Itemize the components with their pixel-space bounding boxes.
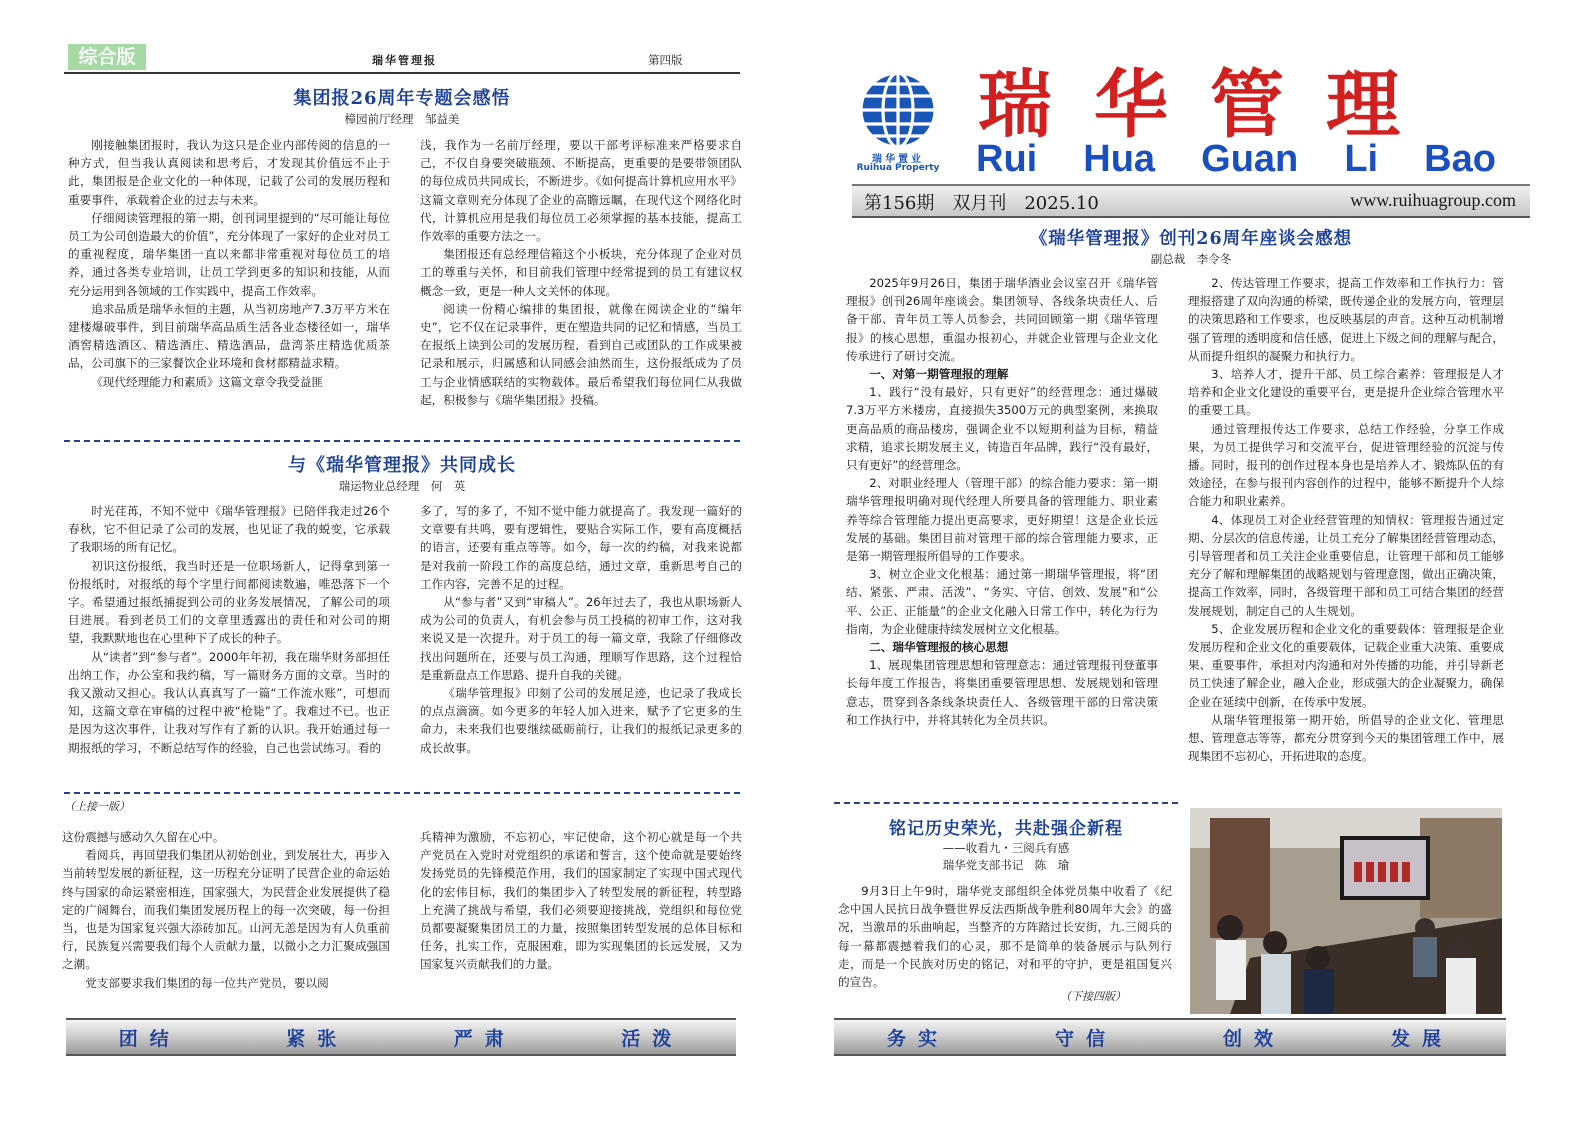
section-divider bbox=[64, 792, 740, 794]
paragraph: 时光荏苒，不知不觉中《瑞华管理报》已陪伴我走过26个春秋，它不但记录了公司的发展，也见证了我的蜕变，它承载了我职场的所有记忆。 bbox=[68, 504, 390, 555]
issue-info: 第156期 双月刊 2025.10 bbox=[864, 193, 1099, 214]
pinyin-word: Bao bbox=[1424, 138, 1496, 180]
issue-bar bbox=[852, 184, 1530, 218]
slogan-word: 活泼 bbox=[621, 1027, 684, 1050]
paragraph: 党支部要求我们集团的每一位共产党员，要以阅 bbox=[85, 975, 329, 990]
slogan-word: 创效 bbox=[1222, 1027, 1285, 1050]
slogan-word: 严肃 bbox=[453, 1027, 516, 1050]
slogan-word: 发展 bbox=[1390, 1027, 1453, 1050]
article-byline: 瑞运物业总经理 何 英 bbox=[338, 479, 466, 493]
paragraph: 追求品质是瑞华永恒的主题，从当初房地产7.3万平方米在建楼爆破事件，到目前瑞华高品质生活各业态楼径如一，瑞华酒窖精选酒区、精选酒庄、精选酒品，盘湾茶庄精选优质茶品，公司旗下的三家餐饮企业环境和食材都精益求精。 bbox=[68, 301, 390, 371]
paragraph: 仔细阅读管理报的第一期，创刊词里提到的“尽可能让每位员工为公司创造最大的价值”，充分体现了一家好的企业对员工的重视程度，瑞华集团一直以来都非常重视对每位员工的培养，通过各类专业培训，让员工学到更多的知识和技能，从而充分运用到各领域的工作实践中，提高工作效率。 bbox=[68, 210, 390, 298]
masthead-pinyin-row bbox=[976, 138, 1496, 184]
article-column bbox=[846, 274, 1158, 786]
section-divider bbox=[64, 440, 740, 442]
pinyin-word: Guan bbox=[1201, 138, 1299, 180]
footer-slogan-bar bbox=[834, 1018, 1506, 1056]
pinyin-word: Li bbox=[1344, 138, 1379, 180]
article-title: 铭记历史荣光，共赴强企新程 bbox=[889, 819, 1123, 839]
website-link[interactable]: www.ruihuagroup.com bbox=[1350, 190, 1516, 210]
footer-slogan-bar bbox=[66, 1018, 736, 1056]
paragraph: 4、体现员工对企业经营管理的知情权：管理报告通过定期、分层次的信息传递，让员工充分了解集团经营管理动态，引导管理者和员工关注企业重要信息，让管理干部和员工能够充分了解和理解集团的战略规划与管理意图，做出正确决策，提高工作效率，同时，各级管理干部和员工可结合集团的经营发展规划，制定自己的人生规划。 bbox=[1188, 512, 1504, 618]
paragraph: 阅读一份精心编排的集团报，就像在阅读企业的“编年史”，它不仅在记录事件，更在塑造共同的记忆和情感，当员工在报纸上读到公司的发展历程，看到自己或团队的工作成果被记录和展示，归属感和认同感会油然而生，这份报纸成为了员工与企业情感联结的实物载体。最后希望我们每位同仁从我做起，积极参与《瑞华集团报》投稿。 bbox=[420, 301, 742, 407]
paragraph: 从“读者”到“参与者”。2000年年初，我在瑞华财务部担任出纳工作，办公室和我约稿，写一篇财务方面的文章。当时的我又激动又担心。我认认真真写了一篇“工作流水账”，可想而知，这篇文章在审稿的过程中被“枪毙”了。我难过不已。也正是因为这次事件，让我对写作有了新的认识。我开始通过每一期报纸的学习，不断总结写作的经验，自己也尝试练习。看的 bbox=[68, 649, 390, 755]
article-column bbox=[68, 136, 390, 436]
paragraph: 从瑞华管理报第一期开始，所倡导的企业文化、管理思想、管理意志等等，都充分贯穿到今天的集团管理工作中，展现集团不忘初心，开拓进取的态度。 bbox=[1188, 712, 1504, 764]
article-column bbox=[1188, 274, 1504, 798]
paragraph: 3、培养人才，提升干部、员工综合素养：管理报是人才培养和企业文化建设的重要平台，更是提升企业综合管理水平的重要工具。 bbox=[1188, 367, 1504, 418]
slogan-word: 守信 bbox=[1054, 1027, 1117, 1050]
paragraph: 2025年9月26日，集团于瑞华酒业会议室召开《瑞华管理报》创刊26周年座谈会。集团领导、各线条块责任人、后备干部、青年员工等人员参会，共同回顾第一期《瑞华管理报》的核心思想，重温办报初心，并就企业管理与企业文化传承进行了研讨交流。 bbox=[846, 276, 1158, 363]
paragraph: 《瑞华管理报》印刻了公司的发展足迹，也记录了我成长的点点滴滴。如今更多的年轻人加入进来，赋予了它更多的生命力，未来我们也要继续砥砺前行，让我们的报纸记录更多的成长故事。 bbox=[420, 686, 742, 755]
slogan-word: 务实 bbox=[886, 1027, 949, 1050]
meeting-room-illustration bbox=[1190, 808, 1502, 1014]
section-tag: 综合版 bbox=[68, 44, 146, 70]
masthead-small: 瑞华管理报 bbox=[372, 54, 437, 67]
left-page bbox=[0, 0, 790, 1123]
article-byline: 樟园前厅经理 邹益美 bbox=[344, 112, 460, 126]
page-gutter bbox=[790, 0, 830, 1123]
globe-icon bbox=[858, 70, 938, 150]
pinyin-word: Hua bbox=[1083, 138, 1156, 180]
article-column bbox=[62, 828, 390, 1012]
article-column bbox=[420, 828, 742, 1012]
paragraph: 1、展现集团管理思想和管理意志：通过管理报刊登董事长每年度工作报告，将集团重要管理思想、发展规划和管理意志，贯穿到各条线条块责任人、各级管理干部的日常决策和工作执行中，并将其转化为全员共识。 bbox=[846, 658, 1158, 727]
paragraph: 初识这份报纸，我当时还是一位职场新人，记得拿到第一份报纸时，对报纸的每个字里行间都阅读数遍，唯恐落下一个字。希望通过报纸捕捉到公司的业务发展情况，了解公司的项目进展。看到老员工们的文章里透露出的责任和对公司的期望，我默默地也在心里种下了成长的种子。 bbox=[68, 558, 390, 646]
paragraph: 集团报还有总经理信箱这个小板块，充分体现了企业对员工的尊重与关怀，和目前我们管理中经常提到的员工有建议权概念一致，更是一种人文关怀的体现。 bbox=[420, 247, 742, 298]
paragraph: 这份震撼与感动久久留在心中。 bbox=[62, 830, 225, 844]
article-title: 与《瑞华管理报》共同成长 bbox=[288, 455, 516, 476]
paragraph: 刚接触集团报时，我认为这只是企业内部传阅的信息的一种方式，但当我认真阅读和思考后，才发现其价值远不止于此，集团报是企业文化的一种体现，记载了公司的发展历程和重要事件，承载着企业的过去与未来。 bbox=[68, 138, 390, 207]
continued-note: （下接四版） bbox=[1060, 990, 1126, 1003]
slogan-word: 团结 bbox=[118, 1027, 181, 1050]
continued-label: （上接一版） bbox=[64, 800, 130, 813]
paragraph: 9月3日上午9时，瑞华党支部组织全体党员集中收看了《纪念中国人民抗日战争暨世界反法西斯战争胜利80周年大会》的盛况，当激昂的乐曲响起，当整齐的方阵踏过长安街，九.三阅兵的每一幕都震撼着我们的心灵，那不是简单的装备展示与队列行走，而是一个民族对历史的铭记，对和平的守护，更是祖国复兴的宣告。 bbox=[838, 884, 1172, 990]
masthead-title: 瑞华管理 bbox=[978, 62, 1442, 148]
article-subtitle: ——收看九・三阅兵有感 bbox=[942, 841, 1070, 855]
paragraph: 3、树立企业文化根基：通过第一期瑞华管理报，将“团结、紧张、严肃、活泼”、“务实、守信、创效、发展”和“公平、公正、正能量”的企业文化融入日常工作中，转化为行为指南，为企业健康持续发展树立文化根基。 bbox=[846, 567, 1158, 636]
paragraph: 《现代经理能力和素质》这篇文章令我受益匪 bbox=[91, 374, 324, 389]
article-column bbox=[420, 136, 742, 436]
article-column bbox=[420, 502, 742, 784]
article-column bbox=[68, 502, 390, 784]
paragraph: 从“参与者”又到“审稿人”。26年过去了，我也从职场新人成为公司的负责人，有机会参与员工投稿的初审工作，这对我来说又是一次提升。对于员工的每一篇文章，我除了仔细修改找出问题所在，还要与员工沟通，理顺写作思路，这个过程恰是重新盘点工作思路、提升自我的关键。 bbox=[420, 595, 742, 682]
paragraph: 1、践行“没有最好，只有更好”的经营理念：通过爆破7.3万平方米楼房，直接损失3500万元的典型案例，来换取更高品质的商品楼房，强调企业不以短期利益为目标，精益求精，追求长期发展主义，铸造百年品牌，践行“没有最好，只有更好”的经营理念。 bbox=[846, 385, 1158, 473]
paragraph: 5、企业发展历程和企业文化的重要载体：管理报是企业发展历程和企业文化的重要载体，记载企业重大决策、重要成果、重要事件，承担对内沟通和对外传播的功能，并引导新老员工快速了解企业，融入企业，形成强大的企业凝聚力，确保企业在延续中创新，在传承中发展。 bbox=[1188, 621, 1504, 709]
slogan-word: 紧张 bbox=[286, 1027, 349, 1050]
section-heading: 二、瑞华管理报的核心思想 bbox=[869, 640, 1009, 655]
section-heading: 一、对第一期管理报的理解 bbox=[869, 367, 1009, 382]
paragraph: 浅，我作为一名前厅经理，要以干部考评标准来严格要求自己，不仅自身要突破瓶颈、不断提高，更重要的是要带领团队的每位成员共同成长，不断进步。《如何提高计算机应用水平》这篇文章则充分体现了企业的高瞻远瞩，在现代这个网络化时代，计算机应用是我们每位员工必须掌握的基本技能，提高工作效率的重要方法之一。 bbox=[420, 138, 742, 244]
article-byline: 副总裁 李令冬 bbox=[1150, 252, 1232, 266]
logo-en: Ruihua Property bbox=[856, 163, 940, 173]
article-byline: 瑞华党支部书记 陈 瑜 bbox=[942, 858, 1070, 872]
pinyin-word: Rui bbox=[976, 138, 1038, 180]
logo-cn: 瑞华置业 bbox=[872, 154, 924, 165]
page-number: 第四版 bbox=[648, 53, 683, 67]
section-divider bbox=[834, 802, 1178, 804]
header-rule bbox=[64, 72, 740, 74]
company-logo bbox=[856, 70, 940, 173]
paragraph: 兵精神为激励，不忘初心，牢记使命，这个初心就是每一个共产党员在入党时对党组织的承诺和誓言，这个使命就是要始终发扬党员的先锋模范作用，我们的国家制定了实现中国式现代化的宏伟目标，我们的集团步入了转型发展的新征程，转型路上充满了挑战与希望，我们必须要迎接挑战，党组织和每位党员都要凝聚集团员工的力量，按照集团转型发展的总体目标和任务，扎实工作，克服困难，即为实现集团的长远发展，又为国家复兴贡献我们的力量。 bbox=[420, 830, 742, 972]
paragraph: 2、传达管理工作要求，提高工作效率和工作执行力：管理报搭建了双向沟通的桥梁，既传递企业的发展方向，管理层的决策思路和工作要求，也反映基层的声音。这种互动机制增强了管理的透明度和信任感，促进上下级之间的理解与配合，从而提升组织的凝聚力和执行力。 bbox=[1188, 276, 1504, 363]
article-title: 《瑞华管理报》创刊26周年座谈会感想 bbox=[1029, 229, 1353, 249]
paragraph: 通过管理报传达工作要求，总结工作经验，分享工作成果，为员工提供学习和交流平台，促进管理经验的沉淀与传播。同时，报刊的创作过程本身也是培养人才、锻炼队伍的有效途径，在参与报刊内容创作的过程中，能够不断提升个人综合能力和职业素养。 bbox=[1188, 421, 1504, 509]
paragraph: 看阅兵，再回望我们集团从初始创业，到发展壮大，再步入当前转型发展的新征程，这一历程充分证明了民营企业的命运始终与国家的命运紧密相连，国家强大，为民营企业发展提供了稳定的广阔舞台，而我们集团发展历程上的每一次突破，每一份担当，也是为国家复兴强大添砖加瓦。山河无恙是因为有人负重前行，民族复兴需要我们每个人贡献力量，以微小之力汇聚成强国之潮。 bbox=[62, 848, 390, 972]
right-page bbox=[830, 0, 1587, 1123]
meeting-photo bbox=[1190, 808, 1502, 1014]
paragraph: 多了，写的多了，不知不觉中能力就提高了。我发现一篇好的文章要有共鸣，要有逻辑性，要贴合实际工作，要有高度概括的语言，还要有重点等等。如今，每一次的约稿，对我来说都是对我前一阶段工作的高度总结，通过文章，重新思考自己的工作内容，完善不足的过程。 bbox=[420, 504, 742, 591]
paragraph: 2、对职业经理人（管理干部）的综合能力要求：第一期瑞华管理报明确对现代经理人所要具备的管理能力、职业素养等综合管理能力提出更高要求，更好期望！这是企业长远发展的基础。集团目前对管理干部的综合管理能力要求，正是第一期管理报所倡导的工作要求。 bbox=[846, 476, 1158, 564]
article-title: 集团报26周年专题会感悟 bbox=[293, 88, 511, 109]
